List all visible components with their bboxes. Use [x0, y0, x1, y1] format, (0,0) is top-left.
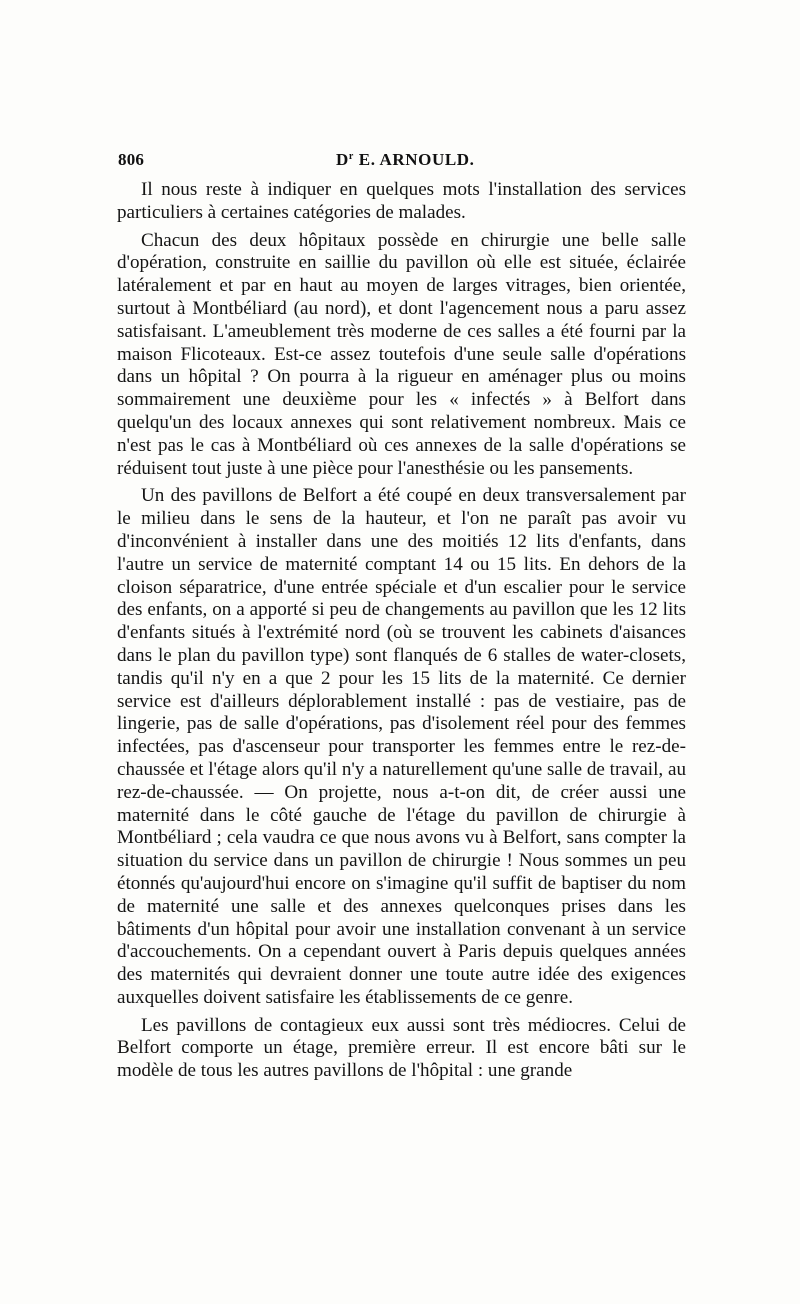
paragraph: Il nous reste à indiquer en quelques mots l'installation des services particuliers à certaines catégories de malades.	[117, 179, 686, 223]
body-text	[117, 179, 686, 1083]
author-prefix: D	[336, 150, 349, 169]
page-header	[118, 150, 684, 176]
author-suffix: r	[348, 151, 354, 162]
paragraph: Les pavillons de contagieux eux aussi sont très médiocres. Celui de Belfort comporte un étage, première erreur. Il est encore bâti sur le modèle de tous les autres pavillons de l'hôpital : une grande	[117, 1014, 686, 1082]
paragraph: Chacun des deux hôpitaux possède en chirurgie une belle salle d'opération, construite en saillie du pavillon où elle est située, éclairée latéralement et par en haut au moyen de larges vitrages, bien orientée, surtout à Montbéliard (au nord), et dont l'agencement nous a paru assez satisfaisant. L'ameublement très moderne de ces salles a été fourni par la maison Flicoteaux. Est-ce assez toutefois d'une seule salle d'opérations dans un hôpital ? On pourra à la rigueur en aménager plus ou moins sommairement une deuxième pour les « infectés » à Belfort dans quelqu'un des locaux annexes qui sont relativement nombreux. Mais ce n'est pas le cas à Montbéliard où ces annexes de la salle d'opérations se réduisent tout juste à une pièce pour l'anesthésie ou les pansements.	[117, 229, 686, 479]
running-head	[336, 150, 475, 170]
author-name: E. ARNOULD.	[358, 150, 475, 169]
page-number: 806	[118, 150, 145, 169]
paragraph: Un des pavillons de Belfort a été coupé en deux transversalement par le milieu dans le sens de la hauteur, et l'on ne paraît pas avoir vu d'inconvénient à installer dans une des moitiés 12 lits d'enfants, dans l'autre un service de maternité comptant 14 ou 15 lits. En dehors de la cloison séparatrice, d'une entrée spéciale et d'un escalier pour le service des enfants, on a apporté si peu de changements au pavillon que les 12 lits d'enfants situés à l'extrémité nord (où se trouvent les cabinets d'aisances dans le plan du pavillon type) sont flanqués de 6 stalles de water-closets, tandis qu'il n'y en a que 2 pour les 15 lits de la maternité. Ce dernier service est d'ailleurs déplorablement installé : pas de vestiaire, pas de lingerie, pas de salle d'opérations, pas d'isolement réel pour des femmes infectées, pas d'ascenseur pour transporter les femmes entre le rez-de-chaussée et l'étage alors qu'il n'y a naturellement qu'une salle de travail, au rez-de-chaussée. — On projette, nous a-t-on dit, de créer aussi une maternité dans le côté gauche de l'étage du pavillon de chirurgie à Montbéliard ; cela vaudra ce que nous avons vu à Belfort, sans compter la situation du service dans un pavillon de chirurgie ! Nous sommes un peu étonnés qu'aujourd'hui encore on s'imagine qu'il suffit de baptiser du nom de maternité une salle et des annexes quelconques prises dans les bâtiments d'un hôpital pour avoir une installation convenant à un service d'accouchements. On a cependant ouvert à Paris depuis quelques années des maternités qui devraient donner une toute autre idée des exigences auxquelles doivent satisfaire les établissements de ce genre.	[117, 485, 686, 1008]
